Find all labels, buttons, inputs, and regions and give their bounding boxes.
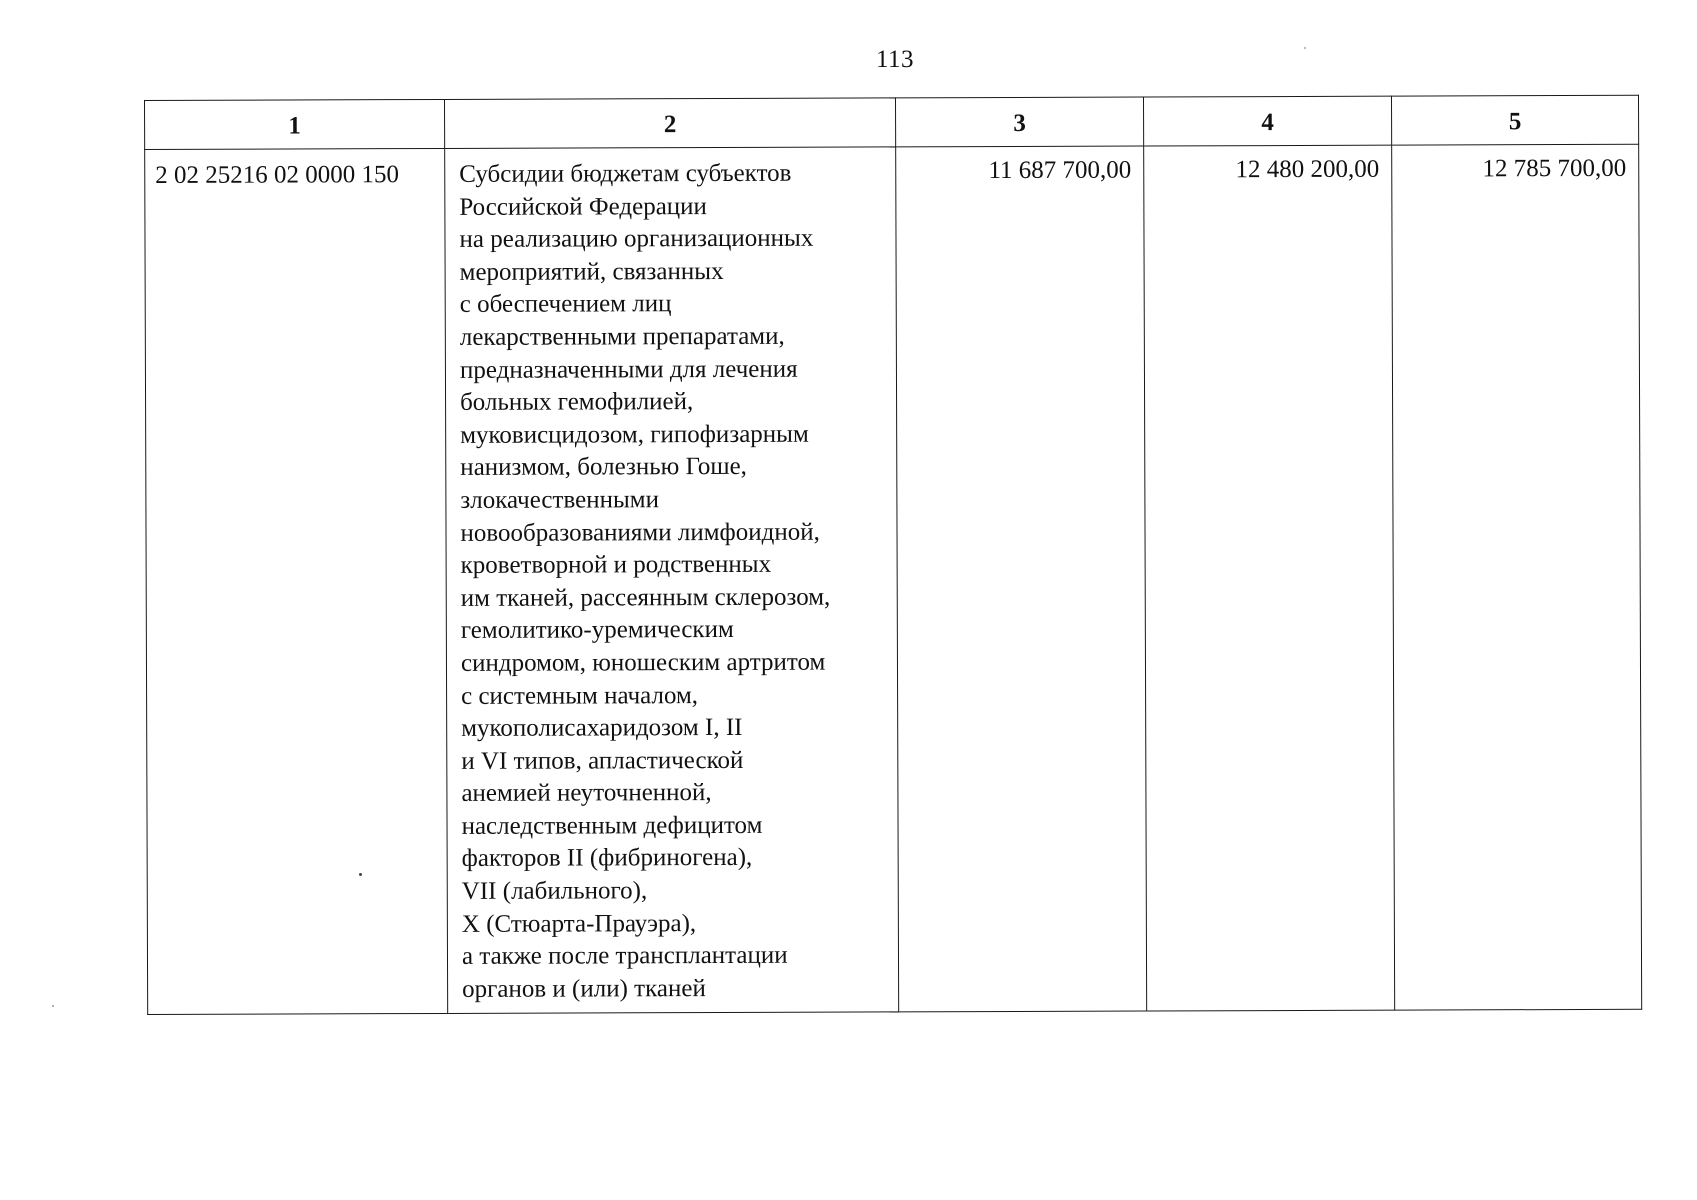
description-line: Российской Федерации <box>459 192 707 221</box>
description-line: а также после трансплантации <box>461 942 788 971</box>
description-line: кроветворной и родственных <box>460 550 772 580</box>
description-line: злокачественными <box>460 486 659 514</box>
column-header-4: 4 <box>1143 96 1391 146</box>
description-line: и VI типов, апластической <box>461 746 744 775</box>
page-number: 113 <box>875 46 915 73</box>
description-line: мероприятий, связанных <box>459 257 724 286</box>
amount-cell-3: 11 687 700,00 <box>896 146 1147 1012</box>
description-line: факторов II (фибриногена), <box>461 844 753 873</box>
description-line: мукополисахаридозом I, II <box>461 714 743 742</box>
budget-table <box>144 95 1642 1015</box>
description-line: органов и (или) тканей <box>462 974 706 1003</box>
description-line: лекарственными препаратами, <box>459 322 785 351</box>
scan-speck <box>1304 47 1306 49</box>
description-line: предназначенными для лечения <box>459 355 798 384</box>
table-header-row <box>145 95 1639 149</box>
description-line: синдромом, юношеским артритом <box>460 648 826 677</box>
column-header-3: 3 <box>895 97 1143 147</box>
description-line: X (Стюарта-Прауэра), <box>461 909 697 938</box>
scan-speck <box>52 1005 54 1007</box>
description-line: больных гемофилией, <box>460 388 694 417</box>
description-cell <box>445 147 899 1014</box>
column-header-1: 1 <box>145 99 445 149</box>
description-line: с обеспечением лиц <box>459 290 672 319</box>
budget-code-cell: 2 02 25216 02 0000 150 <box>145 148 448 1014</box>
scan-speck <box>359 873 362 876</box>
amount-cell-4: 12 480 200,00 <box>1144 145 1395 1011</box>
description-line: нанизмом, болезнью Гоше, <box>460 453 747 482</box>
description-line: анемией неуточненной, <box>461 779 712 808</box>
description-line: им тканей, рассеянным склерозом, <box>460 583 831 612</box>
column-header-5: 5 <box>1391 95 1638 145</box>
description-line: Субсидии бюджетам субъектов <box>459 159 792 188</box>
column-header-2: 2 <box>444 98 895 149</box>
description-line: муковисцидозом, гипофизарным <box>460 420 809 449</box>
description-line: новообразованиями лимфоидной, <box>460 518 820 547</box>
description-line: гемолитико-уремическим <box>460 616 734 645</box>
table-row <box>145 144 1642 1014</box>
description-line: на реализацию организационных <box>459 224 814 254</box>
amount-cell-5: 12 785 700,00 <box>1392 144 1642 1010</box>
description-line: VII (лабильного), <box>461 877 648 905</box>
description-line: с системным началом, <box>461 681 699 710</box>
description-line: наследственным дефицитом <box>461 811 763 840</box>
